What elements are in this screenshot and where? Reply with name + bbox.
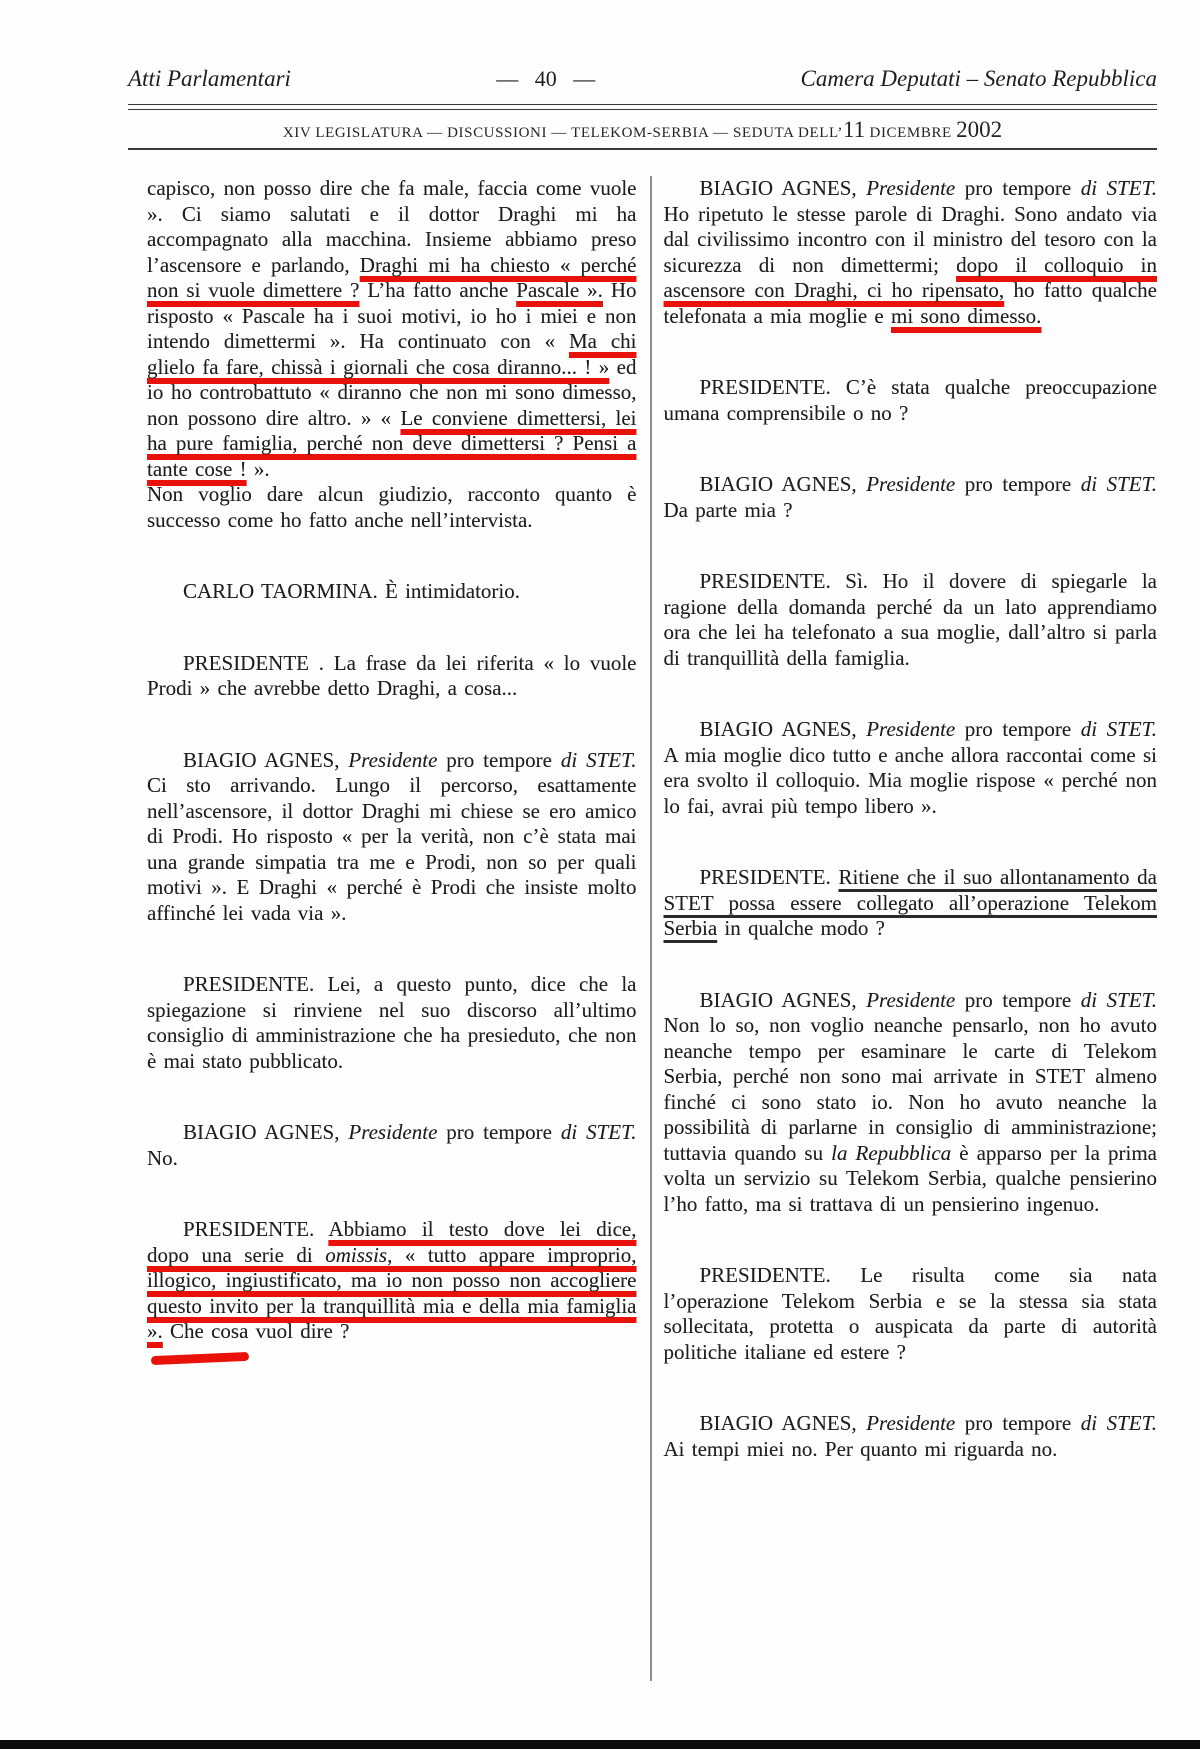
paragraph: BIAGIO AGNES, Presidente pro tempore di STET. A mia moglie dico tutto e anche allora raccontai come si era svolto il colloquio. Mia moglie rispose « perché non lo fai, avrai più tempo libero ». [663,717,1157,818]
page-number: — 40 — [496,66,596,91]
page-body [147,176,1157,1681]
paragraph: Non voglio dare alcun giudizio, racconto quanto è successo come ho fatto anche nell’intervista. [147,482,637,532]
paragraph: BIAGIO AGNES, Presidente pro tempore di STET. Ai tempi miei no. Per quanto mi riguarda no. [663,1411,1157,1461]
column-right [664,176,1158,1681]
paragraph: BIAGIO AGNES, Presidente pro tempore di STET. Non lo so, non voglio neanche pensarlo, non ho avuto neanche tempo per esaminare le carte di Telekom Serbia, perché non sono mai arrivate in STET almeno finché ci sono stato io. Non ho avuto neanche la possibilità di parlarne in consiglio di amministrazione; tuttavia quando su la Repubblica è apparso per la prima volta un servizio su Telekom Serbia, qualche pensierino l’ho fatto, ma si trattava di un pensierino ingenuo. [663,987,1157,1216]
bottom-scan-bar [0,1740,1200,1749]
paragraph: CARLO TAORMINA. È intimidatorio. [183,579,521,603]
double-rule [128,104,1157,110]
paragraph: PRESIDENTE . La frase da lei riferita « lo vuole Prodi » che avrebbe detto Draghi, a cosa... [147,650,637,700]
paragraph: BIAGIO AGNES, Presidente pro tempore di STET. Da parte mia ? [663,472,1157,522]
paragraph: PRESIDENTE. C’è stata qualche preoccupazione umana comprensibile o no ? [663,375,1157,425]
chamber-title: Camera Deputati – Senato Repubblica [800,66,1157,91]
paragraph: PRESIDENTE. Abbiamo il testo dove lei dice, dopo una serie di omissis, « tutto appare improprio, illogico, ingiustificato, ma io non posso non accogliere questo invito per la tranquillità mia e della mia famiglia ». Che cosa vuol dire ? [147,1217,637,1363]
paragraph: PRESIDENTE. Le risulta come sia nata l’operazione Telekom Serbia e se la stessa sia stata sollecitata, protetta o auspicata da parte di autorità politiche italiane ed estere ? [663,1263,1157,1364]
red-marker-stroke [151,1351,249,1364]
column-divider [650,176,652,1681]
paragraph: capisco, non posso dire che fa male, faccia come vuole ». Ci siamo salutati e il dottor Draghi mi ha accompagnato alla macchina. Insieme abbiamo preso l’ascensore e parlando, Draghi mi ha chiesto « perché non si vuole dimettere ? L’ha fatto anche Pascale ». Ho risposto « Pascale ha i suoi motivi, io ho i miei e non intendo dimettermi ». Ha continuato con « Ma chi glielo fa fare, chissà i giornali che cosa diranno... ! » ed io ho controbattuto « diranno che non mi sono dimesso, non possono dire altro. » « Le conviene dimettersi, lei ha pure famiglia, perché non deve dimettersi ? Pensi a tante cose ! ». [147,176,637,481]
subheader: XIV LEGISLATURA — DISCUSSIONI — TELEKOM-SERBIA — SEDUTA DELL’11 DICEMBRE 2002 [282,117,1003,142]
paragraph: PRESIDENTE. Lei, a questo punto, dice che la spiegazione si rinviene nel suo discorso all’ultimo consiglio di amministrazione che ha presieduto, che non è mai stato pubblicato. [147,972,637,1073]
paragraph: BIAGIO AGNES, Presidente pro tempore di STET. No. [147,1120,637,1170]
page-header [128,66,1157,92]
journal-title: Atti Parlamentari [128,66,291,91]
single-rule [128,148,1157,150]
column-left [147,176,637,1681]
paragraph: PRESIDENTE. Ritiene che il suo allontanamento da STET possa essere collegato all’operazione Telekom Serbia in qualche modo ? [663,865,1157,940]
paragraph: PRESIDENTE. Sì. Ho il dovere di spiegarle la ragione della domanda perché da un lato apprendiamo ora che lei ha telefonato a sua moglie, dall’altro si parla di tranquillità della famiglia. [663,569,1157,670]
paragraph: BIAGIO AGNES, Presidente pro tempore di STET. Ci sto arrivando. Lungo il percorso, esattamente nell’ascensore, il dottor Draghi mi chiese se ero amico di Prodi. Ho risposto « per la verità, non c’è stata mai una grande simpatia tra me e Prodi, non so per quali motivi ». E Draghi « perché è Prodi che insiste molto affinché lei vada via ». [147,747,637,925]
paragraph: BIAGIO AGNES, Presidente pro tempore di STET. Ho ripetuto le stesse parole di Draghi. Sono andato via dal civilissimo incontro con il ministro del tesoro con la sicurezza di non dimettermi; dopo il colloquio in ascensore con Draghi, ci ho ripensato, ho fatto qualche telefonata a mia moglie e mi sono dimesso. [663,176,1157,328]
